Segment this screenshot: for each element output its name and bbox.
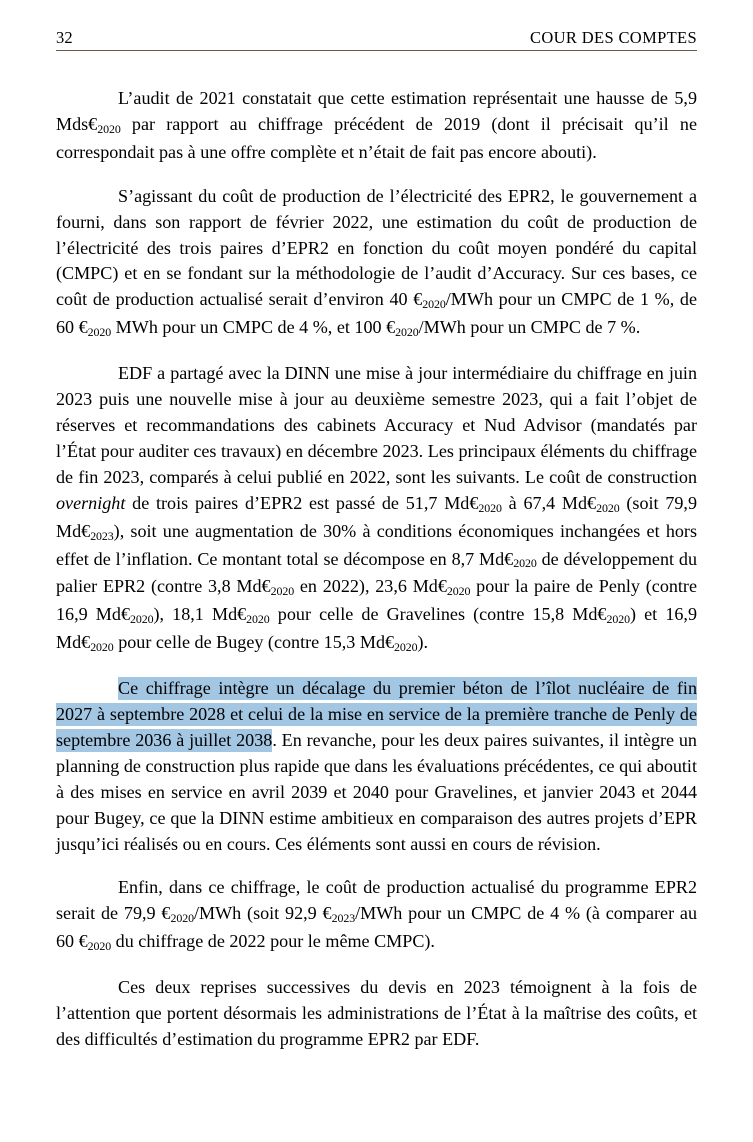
p3-sub-d: 2020 — [513, 556, 537, 571]
p3-sub-c: 2023 — [90, 528, 114, 543]
p3-seg-d: (soit 79,9 Md€ — [56, 492, 697, 541]
p2-seg-c: MWh pour un CMPC de 4 %, et 100 € — [111, 317, 396, 338]
p5-sub-c: 2020 — [87, 939, 112, 954]
p3-seg-g: en 2022), 23,6 Md€ — [294, 576, 447, 597]
body-text — [56, 86, 697, 1053]
p3-sub-e: 2020 — [270, 584, 295, 599]
p3-seg-j: pour celle de Gravelines (contre 15,8 Md€ — [269, 604, 607, 625]
paragraph-4 — [56, 676, 697, 857]
p3-seg-f: de développement du palier EPR2 (contre 3,8 Md€ — [56, 548, 697, 597]
p3-seg-l: pour celle de Bugey (contre 15,3 Md€ — [113, 632, 395, 653]
p3-seg-h: pour la paire de Penly (contre 16,9 Md€ — [56, 576, 697, 625]
p2-sub-b: 2020 — [87, 325, 112, 340]
p3-sub-a: 2020 — [478, 500, 502, 515]
paragraph-3 — [56, 361, 697, 658]
p3-sub-i: 2020 — [606, 612, 630, 627]
p3-italic-overnight: overnight — [56, 492, 126, 513]
p2-seg-d: /MWh pour un CMPC de 7 %. — [418, 317, 641, 338]
p3-sub-b: 2020 — [596, 500, 620, 515]
p4-rest: . En revanche, pour les deux paires suivantes, il intègre un planning de construction plus rapide que dans les évaluations précédentes, ce qui aboutit à des mises en service en avril 2039 et 2040 pour Gravelines, et janvier 2043 et 2044 pour Bugey, ce que la DINN estime ambitieux en comparaison des autres projets d’EPR jusqu’ici réalisés ou en cours. Ces éléments sont aussi en cours de révision. — [56, 729, 697, 854]
p3-sub-h: 2020 — [246, 612, 270, 627]
p3-seg-i: ), 18,1 Md€ — [153, 604, 247, 625]
p5-sub-a: 2020 — [170, 911, 194, 926]
p3-seg-m: ). — [417, 632, 429, 653]
running-title: COUR DES COMPTES — [530, 27, 697, 47]
p5-seg-c: /MWh pour un CMPC de 4 % (à comparer au 60 € — [56, 903, 698, 952]
p3-sub-g: 2020 — [130, 612, 154, 627]
paragraph-1 — [56, 86, 697, 166]
p3-sub-k: 2020 — [394, 640, 418, 655]
p5-seg-a: Enfin, dans ce chiffrage, le coût de production actualisé du programme EPR2 serait de 79,9 € — [56, 877, 697, 924]
page-number: 32 — [56, 27, 73, 47]
paragraph-6 — [56, 975, 697, 1053]
p3-seg-k: ) et 16,9 Md€ — [56, 604, 697, 653]
p3-sub-j: 2020 — [90, 640, 114, 655]
p3-seg-e: ), soit une augmentation de 30% à conditions économiques inchangées et hors effet de l’inflation. Ce montant total se décompose en 8,7 Md€ — [56, 520, 697, 569]
p3-seg-b: de trois paires d’EPR2 est passé de 51,7 Md€ — [125, 492, 479, 513]
p2-sub-a: 2020 — [422, 297, 446, 312]
p3-seg-a: EDF a partagé avec la DINN une mise à jour intermédiaire du chiffrage en juin 2023 puis une nouvelle mise à jour au deuxième semestre 2023, qui a fait l’objet de réserves et recommandations des cabinets Accuracy et Nud Advisor (mandatés par l’État pour auditer ces travaux) en décembre 2023. Les principaux éléments du chiffrage de fin 2023, comparés à celui publié en 2022, sont les suivants. Le coût de construction — [56, 363, 697, 487]
paragraph-5 — [56, 875, 697, 957]
p2-sub-c: 2020 — [395, 325, 419, 340]
p2-seg-a: S’agissant du coût de production de l’électricité des EPR2, le gouvernement a fourni, dans son rapport de février 2022, une estimation du coût de production de l’électricité des trois paires d’EPR2 en fonction du coût moyen pondéré du capital (CMPC) et en se fondant sur la méthodologie de l’audit d’Accuracy. Sur ces bases, ce coût de production actualisé serait d’environ 40 € — [56, 185, 697, 310]
p2-seg-b: /MWh pour un CMPC de 1 %, de 60 € — [56, 289, 698, 338]
p3-sub-f: 2020 — [446, 584, 471, 599]
running-head — [56, 20, 697, 51]
p1-sub-a: 2020 — [97, 121, 121, 136]
p3-seg-c: à 67,4 Md€ — [501, 492, 597, 513]
highlighted-text: Ce chiffrage intègre un décalage du premier béton de l’îlot nucléaire de fin 2027 à septembre 2028 et celui de la mise en service de la première tranche de Penly de septembre 2036 à juillet 2038 — [56, 678, 697, 750]
p1-seg-b: par rapport au chiffrage précédent de 2019 (dont il précisait qu’il ne correspondait pas à une offre complète et n’était de fait pas encore abouti). — [56, 113, 697, 162]
p5-seg-d: du chiffrage de 2022 pour le même CMPC). — [111, 931, 435, 952]
p1-seg-a: L’audit de 2021 constatait que cette estimation représentait une hausse de 5,9 Mds€ — [56, 88, 697, 134]
p5-sub-b: 2023 — [331, 911, 356, 926]
paragraph-2 — [56, 184, 697, 343]
p5-seg-b: /MWh (soit 92,9 € — [193, 903, 332, 924]
p6-text: Ces deux reprises successives du devis en 2023 témoignent à la fois de l’attention que portent désormais les administrations de l’État à la maîtrise des coûts, et des difficultés d’estimation du programme EPR2 par EDF. — [56, 977, 697, 1049]
